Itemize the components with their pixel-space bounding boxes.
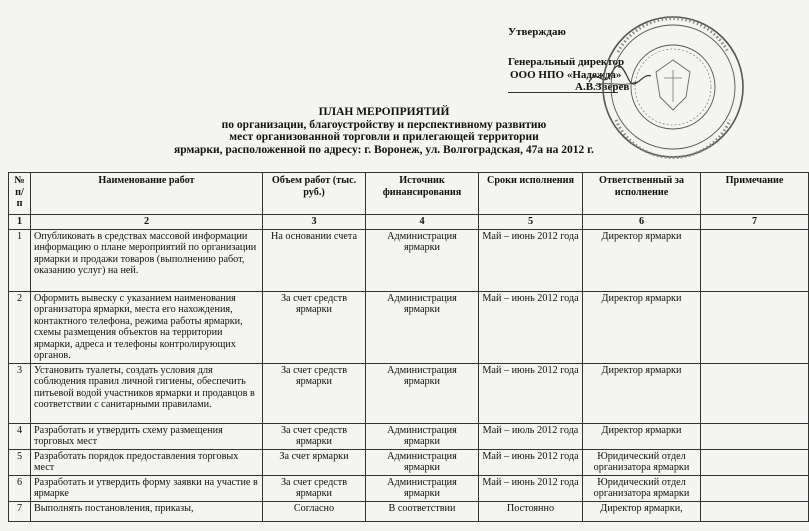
row-terms: Май – июнь 2012 года (479, 449, 583, 475)
row-work: Установить туалеты, создать условия для соблюдения правил личной гигиены, обеспечить питьевой водой участников ярмарки и продавцов в соответствии с санитарными правилами. (31, 363, 263, 423)
row-work: Разработать и утвердить форму заявки на участие в ярмарке (31, 475, 263, 501)
row-num: 1 (9, 229, 31, 291)
row-num: 6 (9, 475, 31, 501)
row-source: Администрация ярмарки (366, 423, 479, 449)
row-terms: Май – июнь 2012 года (479, 229, 583, 291)
row-volume: Согласно (263, 501, 366, 521)
row-work: Опубликовать в средствах массовой информации информацию о плане мероприятий по организации ярмарки и продажи товаров (выполнению работ, оказанию услуг) на ней. (31, 229, 263, 291)
column-numbers-row (9, 215, 809, 230)
row-work: Разработать и утвердить схему размещения торговых мест (31, 423, 263, 449)
title-line-4: ярмарки, расположенной по адресу: г. Воронеж, ул. Волгоградская, 47а на 2012 г. (174, 143, 594, 156)
header-terms: Сроки исполнения (479, 173, 583, 215)
title-line-3: мест организованной торговли и прилегающей территории (229, 131, 539, 143)
row-work: Выполнять постановления, приказы, (31, 501, 263, 521)
row-responsible: Юридический отдел организатора ярмарки (583, 475, 701, 501)
row-num: 7 (9, 501, 31, 521)
row-num: 5 (9, 449, 31, 475)
row-note (701, 363, 809, 423)
row-responsible: Директор ярмарки (583, 423, 701, 449)
row-note (701, 449, 809, 475)
row-source: Администрация ярмарки (366, 449, 479, 475)
header-work: Наименование работ (31, 173, 263, 215)
header-note: Примечание (701, 173, 809, 215)
row-terms: Май – июль 2012 года (479, 423, 583, 449)
row-work: Оформить вывеску с указанием наименования организатора ярмарки, места его нахождения, контактного телефона, режима работы ярмарки, схемы размещения объектов на территории ярмарки, адреса и телефоны контролирующих органов. (31, 291, 263, 363)
column-number: 6 (583, 215, 701, 230)
row-terms: Май – июнь 2012 года (479, 475, 583, 501)
row-volume: За счет средств ярмарки (263, 475, 366, 501)
table-row (9, 501, 809, 521)
row-work: Разработать порядок предоставления торговых мест (31, 449, 263, 475)
row-volume: За счет ярмарки (263, 449, 366, 475)
row-responsible: Директор ярмарки (583, 291, 701, 363)
header-responsible: Ответственный за исполнение (583, 173, 701, 215)
table-row (9, 449, 809, 475)
table-row (9, 363, 809, 423)
column-number: 1 (9, 215, 31, 230)
column-number: 2 (31, 215, 263, 230)
table-row (9, 475, 809, 501)
row-terms: Май – июнь 2012 года (479, 363, 583, 423)
table-row (9, 423, 809, 449)
plan-table (8, 172, 809, 522)
header-volume: Объем работ (тыс. руб.) (263, 173, 366, 215)
column-number: 3 (263, 215, 366, 230)
row-note (701, 501, 809, 521)
row-num: 3 (9, 363, 31, 423)
row-volume: За счет средств ярмарки (263, 363, 366, 423)
column-number: 5 (479, 215, 583, 230)
table-row (9, 229, 809, 291)
header-num: № п/ п (9, 173, 31, 215)
document-title (0, 106, 768, 156)
row-source: Администрация ярмарки (366, 291, 479, 363)
approve-heading: Утверждаю (508, 26, 566, 38)
row-volume: На основании счета (263, 229, 366, 291)
row-note (701, 423, 809, 449)
title-line-1: ПЛАН МЕРОПРИЯТИЙ (318, 106, 450, 118)
row-terms: Май – июнь 2012 года (479, 291, 583, 363)
company-name: ООО НПО «Надежда» (510, 69, 622, 81)
row-source: Администрация ярмарки (366, 363, 479, 423)
row-volume: За счет средств ярмарки (263, 423, 366, 449)
row-source: В соответствии (366, 501, 479, 521)
row-responsible: Юридический отдел организатора ярмарки (583, 449, 701, 475)
header-source: Источник финансирования (366, 173, 479, 215)
row-num: 2 (9, 291, 31, 363)
row-volume: За счет средств ярмарки (263, 291, 366, 363)
row-note (701, 291, 809, 363)
table-header-row (9, 173, 809, 215)
table-row (9, 291, 809, 363)
director-name: А.В.Зверев (575, 81, 630, 93)
column-number: 7 (701, 215, 809, 230)
row-note (701, 229, 809, 291)
row-source: Администрация ярмарки (366, 475, 479, 501)
row-responsible: Директор ярмарки (583, 363, 701, 423)
row-responsible: Директор ярмарки (583, 229, 701, 291)
column-number: 4 (366, 215, 479, 230)
row-source: Администрация ярмарки (366, 229, 479, 291)
director-position: Генеральный директор (508, 56, 625, 68)
row-responsible: Директор ярмарки, (583, 501, 701, 521)
row-terms: Постоянно (479, 501, 583, 521)
row-num: 4 (9, 423, 31, 449)
title-line-2: по организации, благоустройству и перспективному развитию (221, 118, 547, 131)
row-note (701, 475, 809, 501)
